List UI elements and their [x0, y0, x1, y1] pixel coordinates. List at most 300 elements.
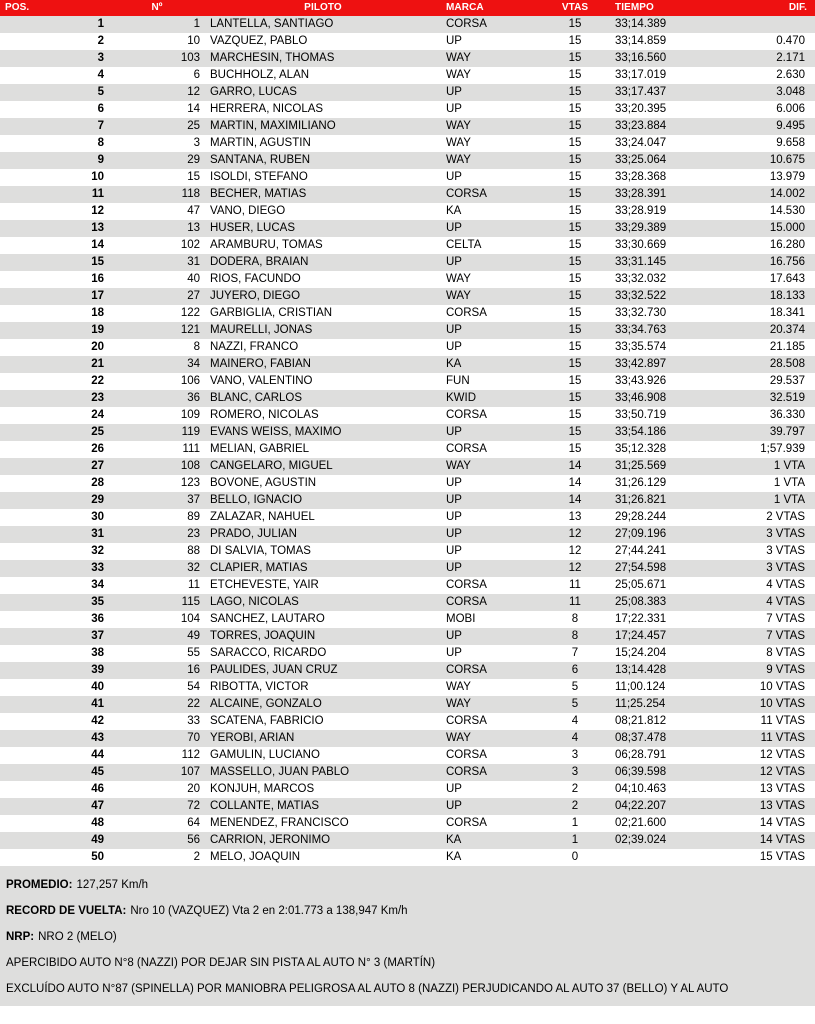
cell-tiempo: 04;22.207 — [615, 800, 667, 812]
cell-marca: KA — [446, 358, 462, 370]
table-row — [0, 305, 815, 322]
cell-piloto: BECHER, MATIAS — [210, 188, 307, 200]
cell-piloto: DI SALVIA, TOMAS — [210, 545, 311, 557]
cell-piloto: MASSELLO, JUAN PABLO — [210, 766, 350, 778]
cell-tiempo: 06;39.598 — [615, 766, 667, 778]
note-value: EXCLUÍDO AUTO N°87 (SPINELLA) POR MANIOBRA PELIGROSA AL AUTO 8 (NAZZI) PERJUDICANDO AL AUTO 37 (BELLO) Y AL AUTO — [6, 982, 729, 995]
table-row — [0, 764, 815, 781]
cell-marca: WAY — [446, 681, 471, 693]
table-row — [0, 849, 815, 866]
cell-marca: UP — [446, 800, 462, 812]
cell-dif: 12 VTAS — [759, 766, 805, 778]
cell-vtas: 11 — [569, 596, 581, 608]
cell-dif: 9 VTAS — [766, 664, 805, 676]
cell-tiempo: 33;17.019 — [615, 69, 667, 81]
cell-piloto: COLLANTE, MATIAS — [210, 800, 320, 812]
cell-num: 36 — [187, 392, 200, 404]
cell-pos: 24 — [91, 409, 104, 421]
cell-piloto: ISOLDI, STEFANO — [210, 171, 308, 183]
cell-num: 31 — [187, 256, 200, 268]
cell-tiempo: 33;35.574 — [615, 341, 667, 353]
cell-dif: 16.280 — [769, 239, 805, 251]
cell-tiempo: 13;14.428 — [615, 664, 667, 676]
cell-marca: WAY — [446, 732, 471, 744]
cell-piloto: ALCAINE, GONZALO — [210, 698, 322, 710]
cell-piloto: MARCHESIN, THOMAS — [210, 52, 335, 64]
cell-marca: CORSA — [446, 307, 487, 319]
cell-marca: WAY — [446, 698, 471, 710]
cell-piloto: SANTANA, RUBEN — [210, 154, 311, 166]
cell-piloto: LANTELLA, SANTIAGO — [210, 18, 334, 30]
cell-vtas: 15 — [568, 188, 582, 200]
cell-tiempo: 15;24.204 — [615, 647, 667, 659]
cell-tiempo: 33;23.884 — [615, 120, 667, 132]
cell-dif: 3.048 — [776, 86, 805, 98]
column-header-dif: DIF. — [788, 2, 807, 13]
cell-dif: 21.185 — [769, 341, 805, 353]
table-row — [0, 135, 815, 152]
cell-vtas: 6 — [571, 664, 579, 676]
cell-num: 112 — [181, 749, 200, 761]
cell-vtas: 14 — [568, 477, 582, 489]
cell-piloto: PRADO, JULIAN — [210, 528, 297, 540]
cell-num: 123 — [180, 477, 200, 489]
cell-piloto: MAURELLI, JONAS — [210, 324, 313, 336]
cell-pos: 11 — [91, 188, 104, 200]
cell-tiempo: 31;26.129 — [615, 477, 667, 489]
table-row — [0, 577, 815, 594]
cell-piloto: GARRO, LUCAS — [210, 86, 297, 98]
cell-tiempo: 33;32.032 — [615, 273, 667, 285]
cell-tiempo: 33;46.908 — [615, 392, 667, 404]
cell-num: 115 — [181, 596, 200, 608]
cell-tiempo: 27;44.241 — [615, 545, 667, 557]
cell-num: 22 — [187, 698, 200, 710]
table-row — [0, 594, 815, 611]
cell-vtas: 13 — [568, 511, 582, 523]
cell-piloto: CANGELARO, MIGUEL — [210, 460, 333, 472]
table-row — [0, 339, 815, 356]
cell-marca: CELTA — [446, 239, 482, 251]
cell-tiempo: 11;00.124 — [615, 681, 666, 693]
cell-pos: 42 — [91, 715, 104, 727]
cell-marca: CORSA — [446, 664, 487, 676]
cell-piloto: BUCHHOLZ, ALAN — [210, 69, 310, 81]
table-row — [0, 118, 815, 135]
cell-marca: KA — [446, 834, 462, 846]
cell-num: 103 — [180, 52, 200, 64]
cell-pos: 13 — [91, 222, 104, 234]
cell-dif: 11 VTAS — [760, 715, 805, 727]
note-value: NRO 2 (MELO) — [38, 930, 117, 943]
table-row — [0, 832, 815, 849]
cell-num: 107 — [180, 766, 200, 778]
cell-dif: 1 VTA — [773, 494, 805, 506]
cell-marca: WAY — [446, 154, 471, 166]
cell-pos: 25 — [91, 426, 104, 438]
cell-num: 29 — [187, 154, 200, 166]
cell-num: 70 — [187, 732, 200, 744]
cell-num: 56 — [187, 834, 200, 846]
cell-piloto: GARBIGLIA, CRISTIAN — [210, 307, 333, 319]
cell-vtas: 15 — [568, 392, 582, 404]
cell-num: 72 — [187, 800, 200, 812]
table-row — [0, 492, 815, 509]
cell-vtas: 15 — [568, 256, 582, 268]
cell-dif: 7 VTAS — [766, 630, 805, 642]
cell-marca: KWID — [446, 392, 477, 404]
column-header-tiempo: TIEMPO — [615, 2, 654, 13]
cell-vtas: 15 — [568, 222, 582, 234]
cell-piloto: RIBOTTA, VICTOR — [210, 681, 309, 693]
cell-vtas: 15 — [568, 154, 582, 166]
cell-vtas: 15 — [568, 120, 582, 132]
cell-pos: 47 — [91, 800, 104, 812]
cell-piloto: MAINERO, FABIAN — [210, 358, 311, 370]
cell-pos: 45 — [91, 766, 104, 778]
cell-num: 34 — [187, 358, 200, 370]
table-row — [0, 220, 815, 237]
cell-vtas: 1 — [571, 834, 579, 846]
cell-num: 55 — [187, 647, 200, 659]
cell-pos: 43 — [91, 732, 104, 744]
cell-num: 118 — [181, 188, 200, 200]
table-row — [0, 662, 815, 679]
cell-dif: 2.630 — [776, 69, 805, 81]
cell-vtas: 15 — [568, 375, 582, 387]
cell-num: 104 — [180, 613, 200, 625]
cell-piloto: JUYERO, DIEGO — [210, 290, 301, 302]
cell-num: 37 — [187, 494, 200, 506]
cell-vtas: 15 — [568, 69, 582, 81]
cell-dif: 1 VTA — [773, 460, 805, 472]
table-row — [0, 560, 815, 577]
cell-dif: 12 VTAS — [759, 749, 805, 761]
cell-num: 11 — [188, 579, 200, 591]
table-row — [0, 186, 815, 203]
cell-vtas: 15 — [568, 52, 582, 64]
cell-marca: WAY — [446, 460, 471, 472]
cell-dif: 10 VTAS — [759, 681, 805, 693]
cell-vtas: 15 — [568, 409, 582, 421]
cell-vtas: 15 — [568, 443, 582, 455]
cell-marca: UP — [446, 341, 462, 353]
cell-tiempo: 17;22.331 — [615, 613, 667, 625]
cell-vtas: 15 — [568, 18, 582, 30]
cell-marca: CORSA — [446, 443, 487, 455]
cell-marca: UP — [446, 528, 462, 540]
cell-pos: 22 — [91, 375, 104, 387]
cell-piloto: BELLO, IGNACIO — [210, 494, 303, 506]
table-body — [0, 16, 815, 866]
cell-tiempo: 33;14.389 — [615, 18, 667, 30]
cell-marca: UP — [446, 222, 462, 234]
cell-dif: 18.341 — [769, 307, 805, 319]
cell-tiempo: 33;54.186 — [615, 426, 667, 438]
cell-vtas: 15 — [568, 307, 582, 319]
cell-pos: 1 — [97, 18, 104, 30]
cell-pos: 50 — [91, 851, 104, 863]
cell-piloto: PAULIDES, JUAN CRUZ — [210, 664, 338, 676]
table-row — [0, 645, 815, 662]
table-row — [0, 747, 815, 764]
cell-piloto: VAZQUEZ, PABLO — [210, 35, 308, 47]
note-line — [0, 976, 815, 1002]
cell-dif: 3 VTAS — [766, 545, 805, 557]
table-row — [0, 50, 815, 67]
cell-pos: 36 — [91, 613, 104, 625]
cell-dif: 13 VTAS — [759, 800, 805, 812]
table-row — [0, 475, 815, 492]
table-row — [0, 679, 815, 696]
cell-num: 16 — [187, 664, 200, 676]
cell-tiempo: 33;31.145 — [615, 256, 667, 268]
cell-tiempo: 04;10.463 — [615, 783, 667, 795]
cell-num: 89 — [187, 511, 200, 523]
cell-marca: KA — [446, 205, 462, 217]
cell-marca: UP — [446, 426, 462, 438]
cell-num: 108 — [180, 460, 200, 472]
cell-marca: UP — [446, 477, 462, 489]
table-row — [0, 713, 815, 730]
cell-vtas: 5 — [571, 698, 579, 710]
note-label: RECORD DE VUELTA: — [6, 904, 127, 917]
cell-piloto: SCATENA, FABRICIO — [210, 715, 324, 727]
cell-num: 6 — [193, 69, 200, 81]
cell-pos: 26 — [91, 443, 104, 455]
cell-piloto: VANO, VALENTINO — [210, 375, 313, 387]
cell-piloto: MARTIN, MAXIMILIANO — [210, 120, 336, 132]
cell-dif: 10.675 — [769, 154, 805, 166]
cell-vtas: 15 — [568, 341, 582, 353]
table-row — [0, 815, 815, 832]
cell-tiempo: 33;28.368 — [615, 171, 667, 183]
cell-num: 8 — [193, 341, 200, 353]
table-row — [0, 458, 815, 475]
cell-marca: UP — [446, 511, 462, 523]
table-row — [0, 424, 815, 441]
cell-tiempo: 25;05.671 — [615, 579, 667, 591]
cell-vtas: 15 — [568, 86, 582, 98]
cell-num: 14 — [187, 103, 200, 115]
cell-dif: 16.756 — [769, 256, 805, 268]
cell-pos: 34 — [91, 579, 104, 591]
cell-vtas: 15 — [568, 35, 582, 47]
table-row — [0, 390, 815, 407]
cell-vtas: 5 — [571, 681, 579, 693]
cell-pos: 10 — [91, 171, 104, 183]
cell-num: 54 — [187, 681, 200, 693]
note-line — [0, 898, 815, 924]
cell-num: 3 — [193, 137, 200, 149]
table-row — [0, 16, 815, 33]
cell-dif: 29.537 — [769, 375, 805, 387]
cell-tiempo: 33;20.395 — [615, 103, 667, 115]
cell-tiempo: 35;12.328 — [615, 443, 667, 455]
cell-vtas: 15 — [568, 239, 582, 251]
table-row — [0, 288, 815, 305]
table-row — [0, 373, 815, 390]
cell-dif: 2 VTAS — [766, 511, 805, 523]
cell-dif: 15 VTAS — [759, 851, 805, 863]
cell-marca: WAY — [446, 69, 471, 81]
cell-tiempo: 33;32.522 — [615, 290, 667, 302]
cell-num: 10 — [187, 35, 200, 47]
table-row — [0, 526, 815, 543]
cell-piloto: NAZZI, FRANCO — [210, 341, 299, 353]
cell-tiempo: 06;28.791 — [615, 749, 667, 761]
cell-piloto: RIOS, FACUNDO — [210, 273, 301, 285]
cell-num: 121 — [180, 324, 200, 336]
cell-marca: WAY — [446, 290, 471, 302]
cell-num: 15 — [187, 171, 200, 183]
race-notes-block — [0, 866, 815, 1006]
cell-tiempo: 27;54.598 — [615, 562, 667, 574]
cell-marca: UP — [446, 783, 462, 795]
cell-num: 109 — [180, 409, 200, 421]
cell-tiempo: 02;21.600 — [615, 817, 667, 829]
table-row — [0, 611, 815, 628]
cell-num: 23 — [187, 528, 200, 540]
note-value: APERCIBIDO AUTO N°8 (NAZZI) POR DEJAR SIN PISTA AL AUTO N° 3 (MARTÍN) — [6, 956, 436, 969]
cell-piloto: LAGO, NICOLAS — [210, 596, 299, 608]
cell-marca: WAY — [446, 273, 471, 285]
table-row — [0, 169, 815, 186]
cell-marca: UP — [446, 324, 462, 336]
cell-tiempo: 08;21.812 — [615, 715, 667, 727]
cell-dif: 1 VTA — [773, 477, 805, 489]
cell-marca: UP — [446, 86, 462, 98]
cell-marca: CORSA — [446, 766, 487, 778]
cell-vtas: 8 — [571, 630, 579, 642]
cell-dif: 7 VTAS — [766, 613, 805, 625]
table-row — [0, 543, 815, 560]
cell-tiempo: 33;16.560 — [615, 52, 667, 64]
cell-vtas: 7 — [571, 647, 579, 659]
cell-num: 106 — [180, 375, 200, 387]
cell-piloto: ARAMBURU, TOMAS — [210, 239, 323, 251]
cell-piloto: GAMULIN, LUCIANO — [210, 749, 320, 761]
cell-tiempo: 27;09.196 — [615, 528, 667, 540]
note-value: Nro 10 (VAZQUEZ) Vta 2 en 2:01.773 a 138,947 Km/h — [130, 904, 408, 917]
cell-vtas: 2 — [571, 800, 579, 812]
cell-pos: 41 — [91, 698, 104, 710]
cell-piloto: HUSER, LUCAS — [210, 222, 295, 234]
cell-piloto: EVANS WEISS, MAXIMO — [210, 426, 342, 438]
cell-marca: WAY — [446, 52, 471, 64]
column-header-piloto: PILOTO — [304, 2, 342, 13]
cell-pos: 27 — [91, 460, 104, 472]
cell-num: 47 — [187, 205, 200, 217]
cell-vtas: 4 — [571, 715, 579, 727]
cell-vtas: 15 — [568, 426, 582, 438]
cell-vtas: 1 — [571, 817, 579, 829]
cell-num: 64 — [187, 817, 200, 829]
cell-piloto: SARACCO, RICARDO — [210, 647, 327, 659]
cell-pos: 40 — [91, 681, 104, 693]
cell-pos: 31 — [91, 528, 104, 540]
cell-piloto: YEROBI, ARIAN — [210, 732, 295, 744]
cell-piloto: MELIAN, GABRIEL — [210, 443, 310, 455]
cell-num: 27 — [187, 290, 200, 302]
cell-dif: 14 VTAS — [759, 834, 805, 846]
cell-tiempo: 31;26.821 — [615, 494, 667, 506]
cell-num: 20 — [187, 783, 200, 795]
cell-pos: 21 — [91, 358, 104, 370]
cell-num: 102 — [180, 239, 200, 251]
cell-tiempo — [605, 849, 710, 866]
cell-vtas: 15 — [568, 205, 582, 217]
cell-marca: CORSA — [446, 715, 487, 727]
cell-tiempo: 02;39.024 — [615, 834, 667, 846]
cell-dif: 20.374 — [769, 324, 805, 336]
table-row — [0, 509, 815, 526]
table-row — [0, 441, 815, 458]
cell-vtas: 15 — [568, 273, 582, 285]
cell-tiempo: 33;28.919 — [615, 205, 667, 217]
cell-marca: CORSA — [446, 409, 487, 421]
cell-tiempo: 17;24.457 — [615, 630, 667, 642]
cell-tiempo: 33;17.437 — [615, 86, 667, 98]
column-header-pos: POS. — [5, 2, 30, 13]
cell-dif: 18.133 — [769, 290, 805, 302]
cell-piloto: KONJUH, MARCOS — [210, 783, 315, 795]
table-row — [0, 628, 815, 645]
cell-pos: 29 — [91, 494, 104, 506]
cell-dif: 8 VTAS — [766, 647, 805, 659]
cell-pos: 38 — [91, 647, 104, 659]
cell-num: 122 — [180, 307, 200, 319]
cell-dif: 14.530 — [769, 205, 805, 217]
column-header-num: Nº — [151, 2, 163, 13]
cell-pos: 30 — [91, 511, 104, 523]
cell-dif: 0.470 — [776, 35, 805, 47]
cell-pos: 7 — [97, 120, 104, 132]
cell-vtas: 8 — [571, 613, 579, 625]
cell-tiempo: 33;25.064 — [615, 154, 667, 166]
cell-vtas: 3 — [571, 749, 579, 761]
cell-tiempo: 11;25.254 — [615, 698, 666, 710]
cell-piloto: ETCHEVESTE, YAIR — [210, 579, 319, 591]
cell-pos: 37 — [91, 630, 104, 642]
cell-piloto: HERRERA, NICOLAS — [210, 103, 324, 115]
cell-pos: 49 — [91, 834, 104, 846]
cell-tiempo: 33;34.763 — [615, 324, 667, 336]
cell-piloto: DODERA, BRAIAN — [210, 256, 309, 268]
cell-piloto: MELO, JOAQUIN — [210, 851, 301, 863]
cell-vtas: 15 — [568, 103, 582, 115]
cell-dif: 3 VTAS — [766, 562, 805, 574]
cell-tiempo: 25;08.383 — [615, 596, 667, 608]
table-row — [0, 84, 815, 101]
cell-vtas: 15 — [568, 290, 582, 302]
cell-pos: 28 — [91, 477, 104, 489]
column-header-vtas: VTAS — [561, 2, 589, 13]
cell-piloto: ZALAZAR, NAHUEL — [210, 511, 315, 523]
cell-marca: UP — [446, 562, 462, 574]
cell-dif: 6.006 — [776, 103, 805, 115]
cell-num: 40 — [187, 273, 200, 285]
cell-pos: 33 — [91, 562, 104, 574]
cell-piloto: CLAPIER, MATIAS — [210, 562, 308, 574]
table-row — [0, 152, 815, 169]
cell-piloto: BOVONE, AGUSTIN — [210, 477, 317, 489]
cell-marca: CORSA — [446, 18, 487, 30]
cell-pos: 39 — [91, 664, 104, 676]
table-row — [0, 781, 815, 798]
cell-vtas: 15 — [568, 324, 582, 336]
table-header-row — [0, 0, 815, 16]
